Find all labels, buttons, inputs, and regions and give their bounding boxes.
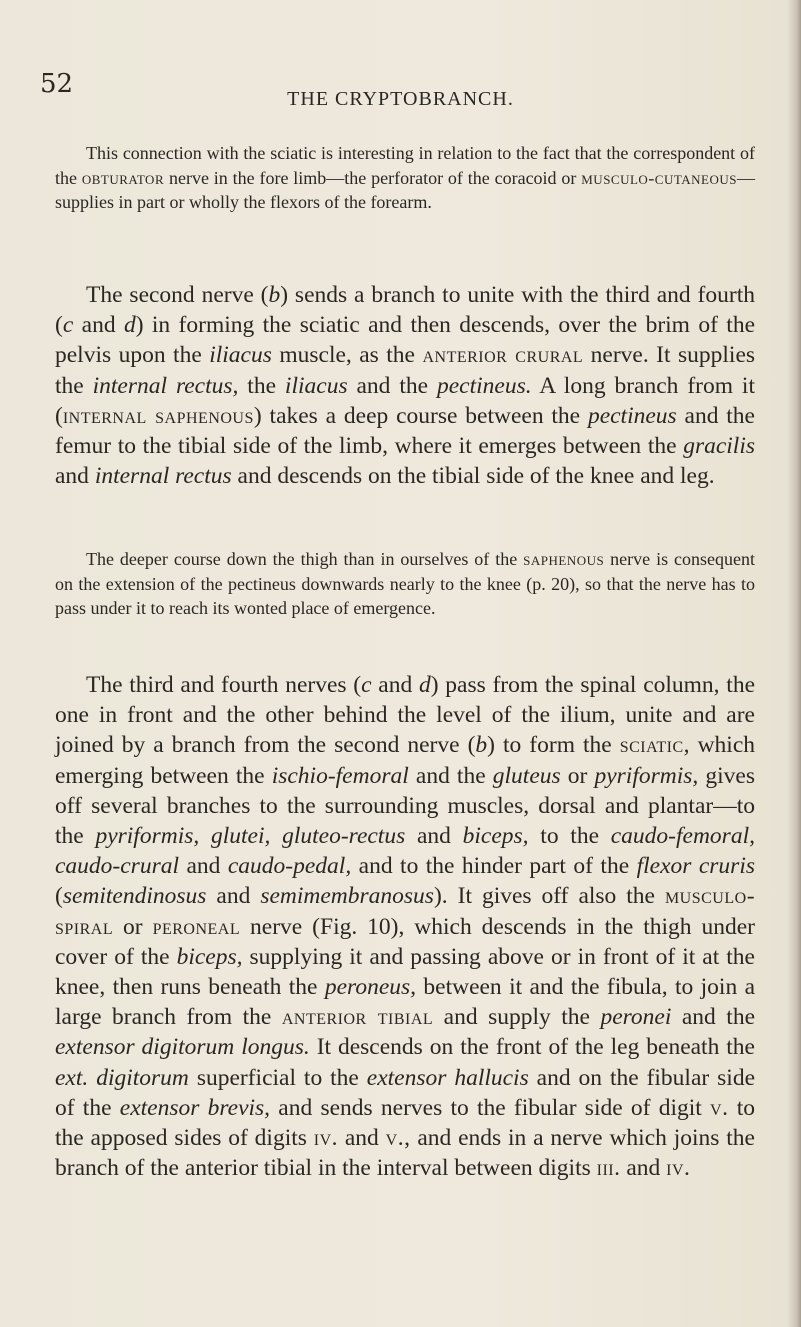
text-run: the: [238, 372, 285, 399]
text-run: supplying it and passing above or in front of it at the knee, then runs beneath the: [55, 943, 755, 1001]
nerve-name: saphenous: [523, 549, 605, 569]
text-run: ) sends a branch to unite with the third and fourth (: [55, 282, 755, 339]
text-run: and the: [347, 372, 437, 399]
text-run: and: [405, 823, 463, 850]
digit-numeral: v.: [710, 1094, 729, 1121]
page-number: 52: [40, 69, 74, 99]
italic-term: gracilis: [683, 433, 755, 460]
italic-term: pyriformis, glutei, gluteo-rectus: [95, 823, 406, 850]
italic-term: biceps,: [462, 823, 529, 850]
text-run: ) takes a deep course between the: [253, 402, 588, 429]
text-run: and: [371, 672, 419, 698]
text-run: and: [206, 883, 261, 910]
italic-term: d: [418, 672, 431, 698]
page-edge-shadow: [787, 0, 801, 1327]
text-run: and ends in a nerve which joins the branch of the anterior tibial in the interval between digits: [55, 1125, 755, 1182]
text-run: ) in forming the sciatic and then descends, over the brim of the pelvis upon the: [55, 312, 755, 369]
paragraph-third-fourth-nerves: [55, 670, 755, 1183]
text-run: and the: [671, 1004, 756, 1031]
text-run: and: [55, 463, 95, 490]
italic-term: biceps,: [176, 943, 243, 970]
italic-term: caudo-femoral, caudo-crural: [55, 823, 755, 880]
nerve-name: anterior crural: [422, 342, 584, 369]
italic-term: c: [361, 672, 372, 698]
italic-term: ischio-femoral: [271, 762, 409, 789]
text-run: or: [560, 762, 595, 789]
text-run: superficial to the: [188, 1064, 367, 1091]
nerve-name: internal saphenous: [62, 402, 254, 429]
text-run: and: [338, 1125, 386, 1152]
text-run: The deeper course down the thigh than in ourselves of the: [86, 549, 524, 569]
italic-term: peroneus,: [324, 974, 417, 1001]
text-run: ) pass from the spinal column, the one in front and the other behind the level of the ilium, unite and are joined by a branch from the second nerve (: [55, 672, 755, 759]
italic-term: internal rectus: [94, 463, 232, 490]
italic-term: flexor cruris: [636, 853, 756, 880]
text-run: The third and fourth nerves (: [86, 672, 362, 698]
text-run: The second nerve (: [86, 282, 269, 308]
nerve-name: anterior tibial: [281, 1004, 434, 1031]
text-run: muscle, as the: [271, 342, 423, 369]
paragraph-obturator-note: [55, 141, 755, 215]
text-run: and supply the: [433, 1004, 601, 1031]
italic-term: semimembranosus: [260, 883, 434, 910]
nerve-name: peroneal: [152, 913, 241, 940]
text-run: and sends nerves to the fibular side of digit: [270, 1094, 711, 1121]
digit-numeral: v.,: [385, 1125, 411, 1152]
text-run: and the femur to the tibial side of the limb, where it emerges between the: [55, 402, 755, 460]
text-run: A long branch from it (: [55, 372, 755, 429]
running-head: THE CRYPTOBRANCH.: [287, 88, 514, 110]
italic-term: caudo-pedal,: [227, 853, 352, 880]
text-run: and: [620, 1155, 667, 1182]
italic-term: extensor hallucis: [366, 1064, 529, 1091]
paragraph-saphenous-note: [55, 547, 755, 621]
digit-numeral: iv.: [313, 1125, 339, 1152]
nerve-name: musculo-spiral: [55, 883, 756, 940]
text-run: and: [73, 312, 124, 339]
text-run: and: [179, 853, 228, 880]
text-run: and to the hinder part of the: [351, 853, 637, 880]
text-run: This connection with the sciatic is interesting in relation to the fact that the correspondent of the: [55, 143, 755, 188]
italic-term: pyriformis,: [594, 762, 699, 789]
text-run: and the: [408, 762, 493, 789]
text-run: and descends on the tibial side of the knee and leg.: [231, 463, 715, 490]
text-run: nerve (Fig. 10), which descends in the thigh under cover of the: [55, 913, 755, 970]
italic-term: gluteus: [492, 762, 561, 789]
text-run: gives off several branches to the surrounding muscles, dorsal and plantar—to the: [55, 762, 756, 850]
italic-term: pectineus: [587, 402, 677, 429]
italic-term: iliacus: [209, 342, 272, 369]
italic-term: b: [268, 282, 281, 308]
digit-numeral: iii.: [596, 1155, 621, 1182]
italic-term: ext. digitorum: [55, 1064, 189, 1091]
italic-term: extensor brevis,: [119, 1094, 271, 1121]
text-run: to the apposed sides of digits: [55, 1094, 755, 1152]
text-run: —supplies in part or wholly the flexors of the forearm.: [55, 167, 755, 212]
italic-term: d: [123, 312, 136, 339]
text-run: It descends on the front of the leg beneath the: [309, 1034, 755, 1061]
text-run: nerve in the fore limb—the perforator of the coracoid or: [164, 167, 582, 188]
text-run: ). It gives off also the: [433, 883, 665, 910]
text-run: between it and the fibula, to join a large branch from the: [55, 974, 756, 1031]
nerve-name: musculo-cutaneous: [581, 167, 737, 188]
text-run: (: [55, 883, 63, 910]
text-run: ) to form the: [487, 732, 620, 759]
italic-term: semitendinosus: [62, 883, 207, 910]
italic-term: extensor digitorum longus.: [55, 1034, 310, 1061]
italic-term: pectineus.: [436, 372, 532, 399]
digit-numeral: iv.: [666, 1155, 691, 1182]
text-run: nerve. It supplies the: [55, 342, 756, 399]
italic-term: b: [475, 732, 488, 759]
nerve-name: obturator: [81, 167, 165, 188]
italic-term: peronei: [600, 1004, 672, 1031]
text-run: and on the fibular side of the: [55, 1064, 755, 1121]
nerve-name: sciatic: [619, 732, 684, 759]
text-run: , which emerging between the: [55, 732, 755, 789]
text-run: or: [113, 913, 153, 940]
italic-term: internal rectus,: [92, 372, 239, 399]
paragraph-second-nerve: [55, 280, 755, 491]
text-run: to the: [528, 823, 611, 850]
italic-term: c: [62, 312, 74, 339]
text-run: nerve is consequent on the extension of the pectineus downwards nearly to the knee (p. 20), so that the nerve has to pass under it to reach its wonted place of emergence.: [55, 549, 756, 618]
italic-term: iliacus: [284, 372, 348, 399]
